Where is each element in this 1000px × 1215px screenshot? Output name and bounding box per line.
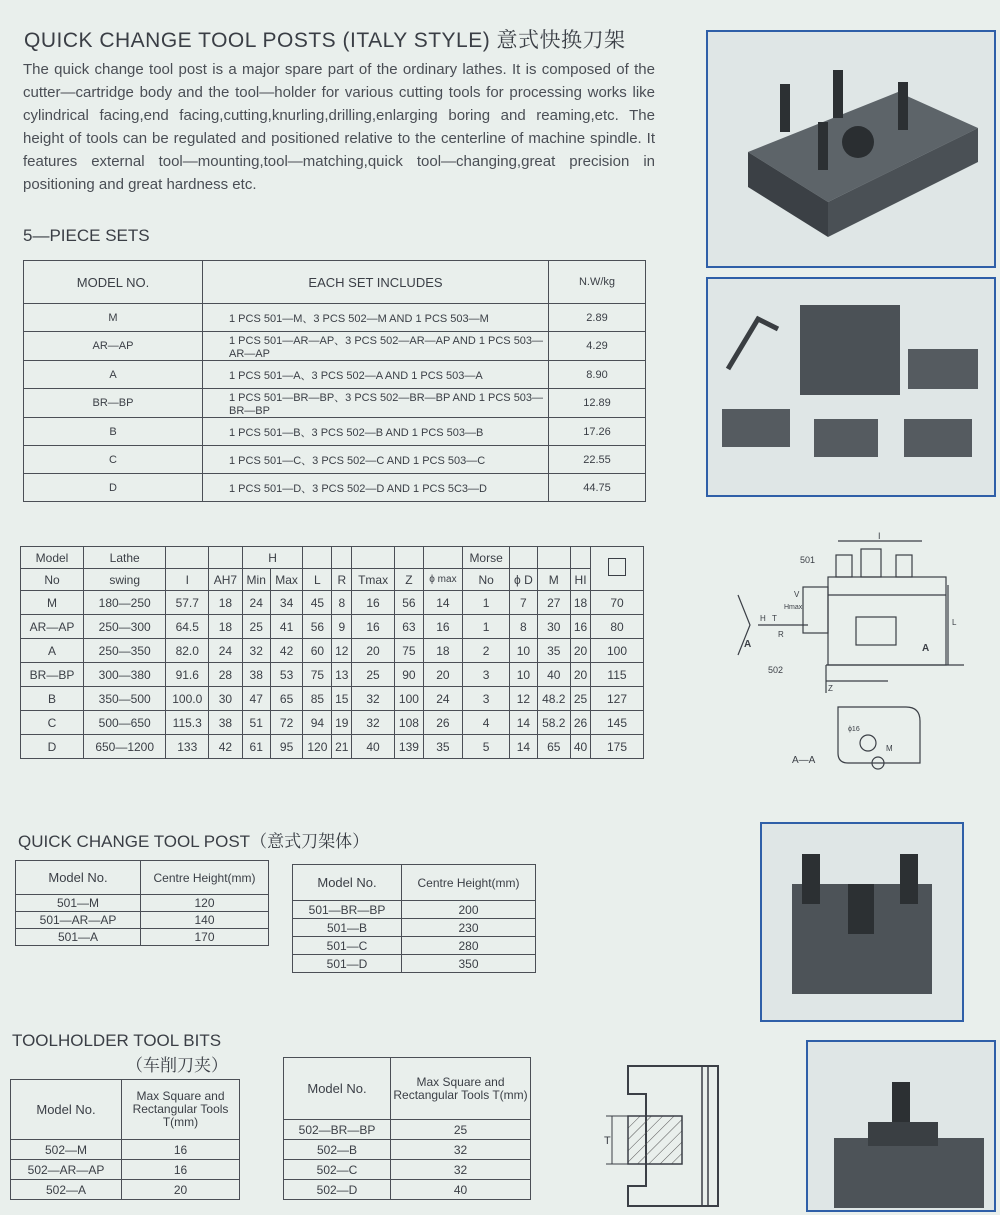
- table-cell: 85: [303, 687, 332, 711]
- table-cell: 27: [537, 591, 571, 615]
- table-cell: 350: [402, 955, 536, 973]
- table-row: [24, 361, 646, 389]
- table-cell: A: [24, 361, 203, 389]
- table-row: [293, 955, 536, 973]
- table-cell: 51: [242, 711, 270, 735]
- table-cell: 170: [141, 929, 269, 946]
- table-row: [284, 1140, 531, 1160]
- bits-table-right: [283, 1057, 531, 1200]
- table-cell: 300—380: [84, 663, 166, 687]
- table-row: [21, 663, 644, 687]
- table-cell: 44.75: [549, 474, 646, 502]
- table-cell: 32: [352, 687, 395, 711]
- col-includes: EACH SET INCLUDES: [203, 261, 549, 304]
- dims-subheader: Z: [394, 569, 423, 591]
- table-cell: 12.89: [549, 389, 646, 418]
- table-cell: 38: [209, 711, 243, 735]
- table-cell: 14: [510, 735, 537, 759]
- table-cell: 650—1200: [84, 735, 166, 759]
- label-502: 502: [768, 665, 784, 675]
- bits-table-left: [10, 1079, 240, 1200]
- table-cell: 40: [571, 735, 591, 759]
- bits-heading: TOOLHOLDER TOOL BITS: [12, 1031, 222, 1050]
- table-cell: 502—M: [11, 1140, 122, 1160]
- table-cell: 56: [303, 615, 332, 639]
- table-cell: 16: [571, 615, 591, 639]
- table-cell: 90: [394, 663, 423, 687]
- table-cell: 94: [303, 711, 332, 735]
- table-cell: 115: [591, 663, 644, 687]
- bits-col-tools-2: Max Square and Rectangular Tools T(mm): [391, 1058, 531, 1120]
- table-cell: 20: [571, 663, 591, 687]
- table-cell: 8: [332, 591, 352, 615]
- table-cell: 100.0: [166, 687, 209, 711]
- label-v: V: [794, 590, 800, 599]
- dims-subheader: HI: [571, 569, 591, 591]
- table-cell: 2.89: [549, 304, 646, 332]
- table-cell: 61: [242, 735, 270, 759]
- table-cell: 120: [141, 895, 269, 912]
- table-cell: 40: [352, 735, 395, 759]
- table-cell: 108: [394, 711, 423, 735]
- bits-col-model-2: Model No.: [284, 1058, 391, 1120]
- label-501: 501: [800, 555, 816, 565]
- table-row: [293, 901, 536, 919]
- table-cell: 230: [402, 919, 536, 937]
- table-cell: 12: [332, 639, 352, 663]
- page-title: QUICK CHANGE TOOL POSTS (ITALY STYLE) 意式快换刀架: [24, 29, 626, 52]
- table-cell: 82.0: [166, 639, 209, 663]
- table-cell: 14: [510, 711, 537, 735]
- table-cell: 70: [591, 591, 644, 615]
- table-cell: 18: [571, 591, 591, 615]
- table-cell: 501—M: [16, 895, 141, 912]
- table-cell: 40: [537, 663, 571, 687]
- table-row: [24, 304, 646, 332]
- post-col-height-2: Centre Height(mm): [402, 865, 536, 901]
- table-cell: 501—D: [293, 955, 402, 973]
- post-table-left: [15, 860, 269, 946]
- table-cell: 47: [242, 687, 270, 711]
- table-row: [284, 1180, 531, 1200]
- dims-subheader: Min: [242, 569, 270, 591]
- table-cell: 91.6: [166, 663, 209, 687]
- table-cell: 25: [352, 663, 395, 687]
- table-cell: 42: [209, 735, 243, 759]
- table-row: [24, 332, 646, 361]
- table-cell: 20: [423, 663, 462, 687]
- table-cell: 56: [394, 591, 423, 615]
- table-cell: 53: [270, 663, 303, 687]
- dims-subheader: ϕ max: [423, 569, 462, 591]
- table-cell: 38: [242, 663, 270, 687]
- bits-col-tools: Max Square and Rectangular Tools T(mm): [122, 1080, 240, 1140]
- head-h: H: [242, 547, 303, 569]
- table-row: [21, 687, 644, 711]
- table-cell: 58.2: [537, 711, 571, 735]
- table-cell: 57.7: [166, 591, 209, 615]
- table-cell: D: [24, 474, 203, 502]
- table-cell: AR—AP: [24, 332, 203, 361]
- label-m: M: [886, 744, 893, 753]
- dims-subheader: swing: [84, 569, 166, 591]
- table-cell: M: [21, 591, 84, 615]
- table-cell: 25: [242, 615, 270, 639]
- col-weight: N.W/kg: [549, 261, 646, 304]
- table-cell: 139: [394, 735, 423, 759]
- table-cell: 13: [332, 663, 352, 687]
- table-cell: 127: [591, 687, 644, 711]
- table-row: [21, 735, 644, 759]
- table-cell: 133: [166, 735, 209, 759]
- table-cell: 350—500: [84, 687, 166, 711]
- table-cell: 32: [242, 639, 270, 663]
- head-model: Model: [21, 547, 84, 569]
- toolpost-set-photo: [706, 277, 996, 497]
- toolpost-photo-top: [706, 30, 996, 268]
- label-h: H: [760, 614, 766, 623]
- col-model: MODEL NO.: [24, 261, 203, 304]
- toolholder-photo: [806, 1040, 996, 1212]
- head-lathe: Lathe: [84, 547, 166, 569]
- bits-col-model: Model No.: [11, 1080, 122, 1140]
- table-cell: 250—300: [84, 615, 166, 639]
- table-cell: 115.3: [166, 711, 209, 735]
- table-cell: 26: [571, 711, 591, 735]
- table-cell: 48.2: [537, 687, 571, 711]
- table-cell: 140: [141, 912, 269, 929]
- bits-heading-cn: （车削刀夹）: [126, 1056, 228, 1075]
- table-cell: 500—650: [84, 711, 166, 735]
- table-cell: 18: [209, 615, 243, 639]
- square-icon: [608, 558, 626, 576]
- table-cell: 35: [537, 639, 571, 663]
- table-cell: 16: [122, 1160, 240, 1180]
- dims-subheader: ϕ D: [510, 569, 537, 591]
- table-cell: 26: [423, 711, 462, 735]
- toolpost-technical-drawing: [728, 525, 996, 795]
- table-cell: 17.26: [549, 418, 646, 446]
- table-row: [11, 1140, 240, 1160]
- table-row: [284, 1120, 531, 1140]
- table-cell: BR—BP: [21, 663, 84, 687]
- label-a-a: A—A: [792, 755, 816, 766]
- label-t: T: [772, 614, 777, 623]
- post-col-model: Model No.: [16, 861, 141, 895]
- table-cell: 502—BR—BP: [284, 1120, 391, 1140]
- table-cell: 45: [303, 591, 332, 615]
- table-cell: 32: [352, 711, 395, 735]
- table-cell: D: [21, 735, 84, 759]
- table-cell: 20: [352, 639, 395, 663]
- sets-table: [23, 260, 646, 502]
- table-cell: 501—AR—AP: [16, 912, 141, 929]
- table-cell: 95: [270, 735, 303, 759]
- table-cell: 1 PCS 501—AR—AP、3 PCS 502—AR—AP AND 1 PCS 503—AR—AP: [203, 332, 549, 361]
- dims-subheader: No: [21, 569, 84, 591]
- table-row: [16, 895, 269, 912]
- table-row: [11, 1160, 240, 1180]
- table-cell: 1 PCS 501—D、3 PCS 502—D AND 1 PCS 5C3—D: [203, 474, 549, 502]
- dims-subheader: I: [166, 569, 209, 591]
- table-cell: A: [21, 639, 84, 663]
- sets-heading: 5—PIECE SETS: [23, 226, 150, 245]
- table-cell: 30: [537, 615, 571, 639]
- table-cell: 28: [209, 663, 243, 687]
- label-phi16: ϕ16: [848, 726, 860, 733]
- label-hmax: Hmax: [784, 604, 803, 611]
- table-cell: 2: [462, 639, 509, 663]
- table-cell: 12: [510, 687, 537, 711]
- table-cell: 16: [122, 1140, 240, 1160]
- table-cell: 16: [352, 615, 395, 639]
- post-col-height: Centre Height(mm): [141, 861, 269, 895]
- table-cell: 16: [352, 591, 395, 615]
- table-cell: 35: [423, 735, 462, 759]
- label-i: I: [878, 531, 881, 541]
- table-cell: 501—A: [16, 929, 141, 946]
- dims-subheader: Tmax: [352, 569, 395, 591]
- table-cell: 3: [462, 663, 509, 687]
- table-cell: 20: [122, 1180, 240, 1200]
- intro-paragraph: The quick change tool post is a major spare part of the ordinary lathes. It is composed of the cutter—cartridge body and the tool—holder for various cutting tools for processing works like cylindrical facing,end facing,cutting,knurling,drilling,enlarging boring and reaming,etc. The height of tools can be regulated and positioned relative to the centerline of machine spindle. It features external tool—mounting,tool—matching,quick tool—changing,great precision in positioning and great hardness etc.: [23, 61, 655, 193]
- dims-subheader: AH7: [209, 569, 243, 591]
- table-cell: 14: [423, 591, 462, 615]
- table-cell: 3: [462, 687, 509, 711]
- table-cell: 1 PCS 501—BR—BP、3 PCS 502—BR—BP AND 1 PCS 503—BR—BP: [203, 389, 549, 418]
- table-cell: 280: [402, 937, 536, 955]
- table-row: [24, 474, 646, 502]
- post-heading: QUICK CHANGE TOOL POST（意式刀架体）: [18, 832, 370, 851]
- table-cell: 65: [537, 735, 571, 759]
- table-cell: 502—C: [284, 1160, 391, 1180]
- table-cell: 32: [391, 1160, 531, 1180]
- dimensions-table: [20, 546, 644, 759]
- table-cell: 502—AR—AP: [11, 1160, 122, 1180]
- table-cell: 20: [571, 639, 591, 663]
- table-cell: 100: [591, 639, 644, 663]
- table-cell: 1 PCS 501—A、3 PCS 502—A AND 1 PCS 503—A: [203, 361, 549, 389]
- table-cell: 502—B: [284, 1140, 391, 1160]
- table-cell: 1 PCS 501—C、3 PCS 502—C AND 1 PCS 503—C: [203, 446, 549, 474]
- table-row: [21, 591, 644, 615]
- table-row: [11, 1180, 240, 1200]
- table-cell: 10: [510, 639, 537, 663]
- table-cell: 22.55: [549, 446, 646, 474]
- table-cell: 145: [591, 711, 644, 735]
- table-cell: 18: [209, 591, 243, 615]
- table-cell: 501—C: [293, 937, 402, 955]
- table-cell: 25: [391, 1120, 531, 1140]
- table-cell: 24: [423, 687, 462, 711]
- table-cell: 4.29: [549, 332, 646, 361]
- table-cell: 10: [510, 663, 537, 687]
- table-cell: 24: [242, 591, 270, 615]
- table-row: [293, 937, 536, 955]
- head-morse: Morse: [462, 547, 509, 569]
- table-row: [24, 418, 646, 446]
- table-cell: C: [24, 446, 203, 474]
- table-cell: 75: [303, 663, 332, 687]
- table-cell: 24: [209, 639, 243, 663]
- dims-subheader: No: [462, 569, 509, 591]
- table-cell: 120: [303, 735, 332, 759]
- table-cell: 7: [510, 591, 537, 615]
- table-cell: 80: [591, 615, 644, 639]
- table-cell: 4: [462, 711, 509, 735]
- table-row: [21, 711, 644, 735]
- table-cell: 72: [270, 711, 303, 735]
- table-cell: B: [24, 418, 203, 446]
- label-a-left: A: [744, 639, 752, 650]
- label-a-right: A: [922, 643, 930, 654]
- table-cell: 1: [462, 591, 509, 615]
- table-row: [21, 615, 644, 639]
- table-row: [293, 919, 536, 937]
- dims-subheader: R: [332, 569, 352, 591]
- dims-subheader: Max: [270, 569, 303, 591]
- table-cell: 63: [394, 615, 423, 639]
- label-l: L: [952, 618, 957, 627]
- table-cell: 60: [303, 639, 332, 663]
- toolbit-dim-t: T: [604, 1135, 611, 1147]
- table-cell: 8: [510, 615, 537, 639]
- table-cell: 502—D: [284, 1180, 391, 1200]
- table-row: [21, 639, 644, 663]
- table-cell: 1 PCS 501—M、3 PCS 502—M AND 1 PCS 503—M: [203, 304, 549, 332]
- table-cell: 1 PCS 501—B、3 PCS 502—B AND 1 PCS 503—B: [203, 418, 549, 446]
- table-cell: BR—BP: [24, 389, 203, 418]
- table-cell: 9: [332, 615, 352, 639]
- table-cell: B: [21, 687, 84, 711]
- table-cell: 100: [394, 687, 423, 711]
- table-cell: 34: [270, 591, 303, 615]
- label-z: Z: [828, 684, 833, 693]
- table-cell: 15: [332, 687, 352, 711]
- table-cell: 18: [423, 639, 462, 663]
- table-cell: AR—AP: [21, 615, 84, 639]
- toolpost-body-photo: [760, 822, 964, 1022]
- dims-subheader: L: [303, 569, 332, 591]
- table-cell: 501—BR—BP: [293, 901, 402, 919]
- table-row: [284, 1160, 531, 1180]
- table-cell: 21: [332, 735, 352, 759]
- table-cell: 502—A: [11, 1180, 122, 1200]
- table-row: [24, 446, 646, 474]
- table-cell: C: [21, 711, 84, 735]
- table-cell: 40: [391, 1180, 531, 1200]
- table-cell: 175: [591, 735, 644, 759]
- table-cell: 64.5: [166, 615, 209, 639]
- table-cell: 501—B: [293, 919, 402, 937]
- table-cell: 32: [391, 1140, 531, 1160]
- table-cell: 30: [209, 687, 243, 711]
- post-table-right: [292, 864, 536, 973]
- table-row: [16, 912, 269, 929]
- table-cell: 250—350: [84, 639, 166, 663]
- table-cell: 25: [571, 687, 591, 711]
- table-cell: 42: [270, 639, 303, 663]
- table-cell: 200: [402, 901, 536, 919]
- post-col-model-2: Model No.: [293, 865, 402, 901]
- table-row: [16, 929, 269, 946]
- table-row: [24, 389, 646, 418]
- table-cell: 65: [270, 687, 303, 711]
- table-cell: 5: [462, 735, 509, 759]
- table-cell: 19: [332, 711, 352, 735]
- table-cell: 8.90: [549, 361, 646, 389]
- table-cell: 1: [462, 615, 509, 639]
- table-cell: 180—250: [84, 591, 166, 615]
- table-cell: 41: [270, 615, 303, 639]
- table-cell: M: [24, 304, 203, 332]
- table-cell: 75: [394, 639, 423, 663]
- label-r: R: [778, 630, 784, 639]
- dims-subheader: M: [537, 569, 571, 591]
- table-cell: 16: [423, 615, 462, 639]
- toolbit-profile-drawing: [596, 1058, 728, 1208]
